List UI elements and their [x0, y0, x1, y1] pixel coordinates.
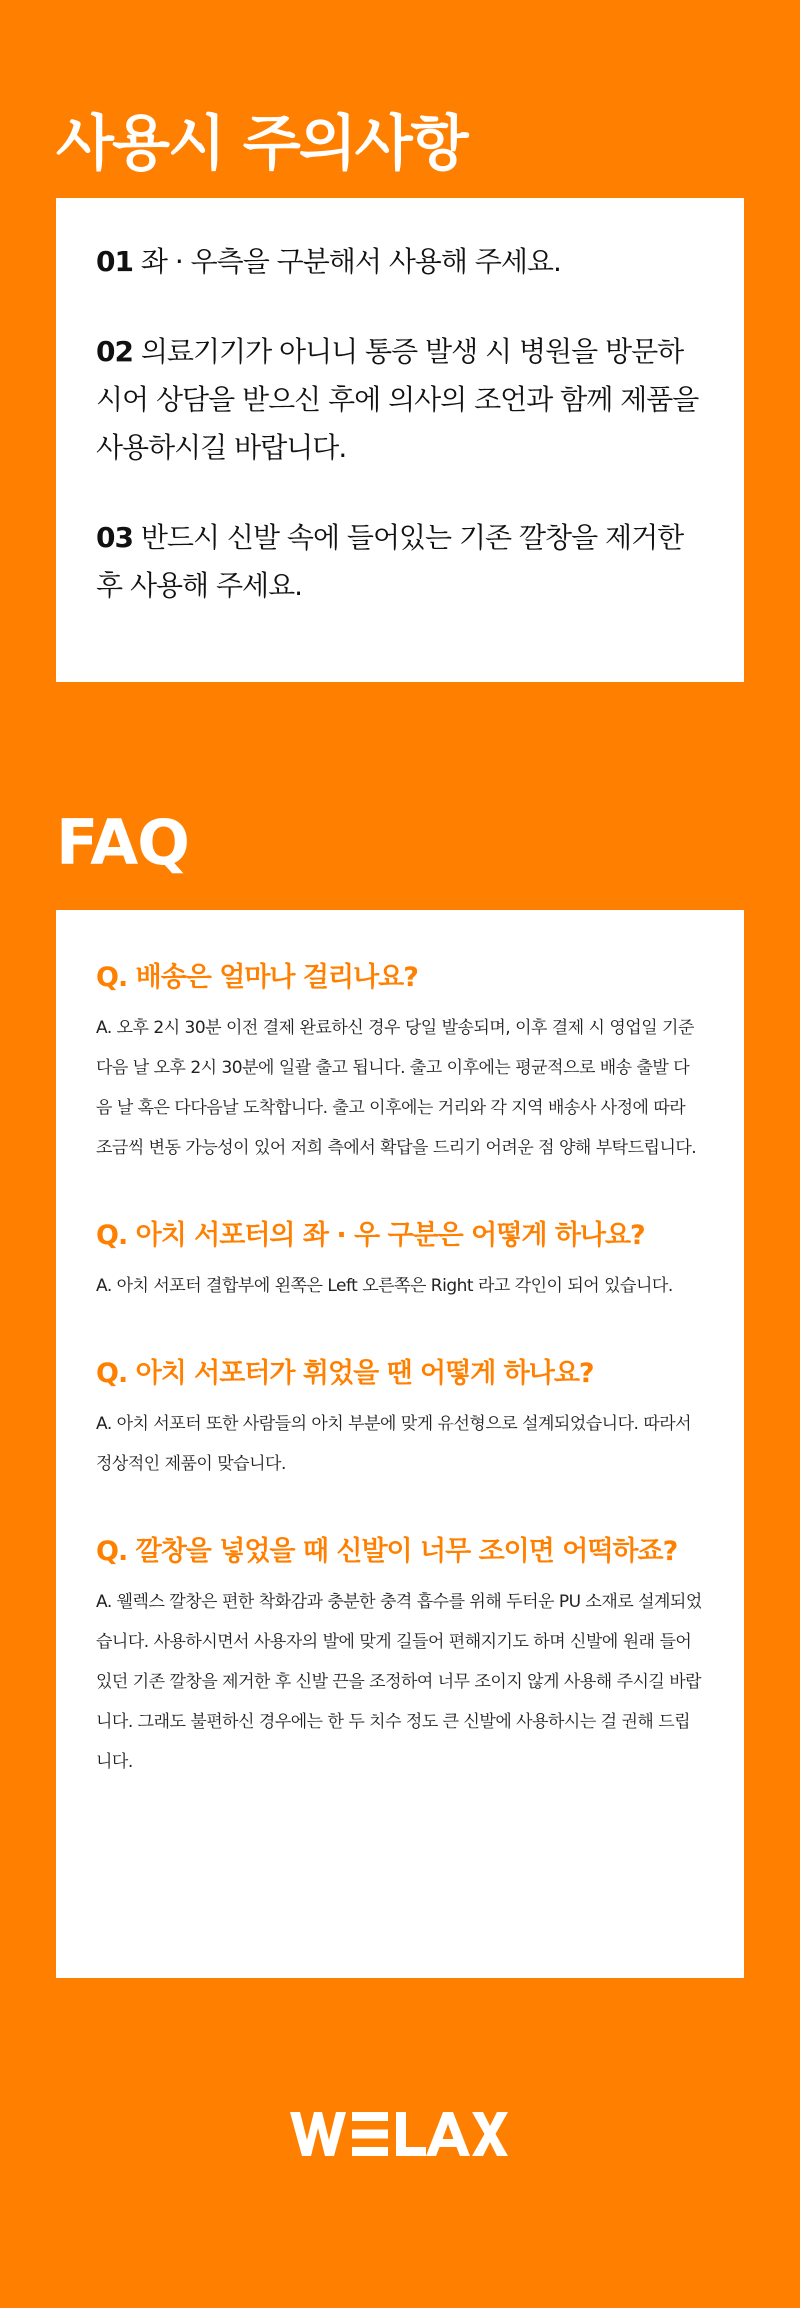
faq-item	[96, 1354, 704, 1484]
caution-card	[56, 198, 744, 682]
faq-title: FAQ	[56, 806, 189, 879]
caution-item-number: 02	[96, 335, 133, 368]
faq-question: Q. 깔창을 넣었을 때 신발이 너무 조이면 어떡하죠?	[96, 1536, 678, 1567]
brand-logo	[0, 2110, 800, 2162]
caution-item	[96, 328, 704, 472]
faq-item	[96, 1532, 704, 1782]
caution-item-number: 03	[96, 521, 133, 554]
welax-logo-icon	[290, 2110, 510, 2158]
faq-answer: A. 아치 서포터 결합부에 왼쪽은 Left 오른쪽은 Right 라고 각인이 되어 있습니다.	[96, 1276, 673, 1296]
caution-item-number: 01	[96, 245, 133, 278]
faq-item	[96, 1216, 704, 1306]
caution-title: 사용시 주의사항	[56, 109, 467, 179]
caution-item-text: 좌 · 우측을 구분해서 사용해 주세요.	[140, 245, 561, 278]
caution-item	[96, 238, 704, 286]
caution-item-text: 의료기기가 아니니 통증 발생 시 병원을 방문하시어 상담을 받으신 후에 의사의 조언과 함께 제품을 사용하시길 바랍니다.	[96, 335, 699, 464]
faq-item	[96, 958, 704, 1168]
faq-question: Q. 아치 서포터의 좌 · 우 구분은 어떻게 하나요?	[96, 1220, 645, 1251]
faq-question: Q. 배송은 얼마나 걸리나요?	[96, 962, 418, 993]
faq-question: Q. 아치 서포터가 휘었을 땐 어떻게 하나요?	[96, 1358, 594, 1389]
faq-answer: A. 웰렉스 깔창은 편한 착화감과 충분한 충격 흡수를 위해 두터운 PU 소재로 설계되었습니다. 사용하시면서 사용자의 발에 맞게 길들어 편해지기도 하며 신발에 원래 들어있던 기존 깔창을 제거한 후 신발 끈을 조정하여 너무 조이지 않게 사용해 주시길 바랍니다. 그래도 불편하신 경우에는 한 두 치수 정도 큰 신발에 사용하시는 걸 권해 드립니다.	[96, 1592, 702, 1772]
caution-item	[96, 514, 704, 610]
faq-card	[56, 910, 744, 1978]
caution-item-text: 반드시 신발 속에 들어있는 기존 깔창을 제거한 후 사용해 주세요.	[96, 521, 684, 602]
faq-answer: A. 오후 2시 30분 이전 결제 완료하신 경우 당일 발송되며, 이후 결제 시 영업일 기준 다음 날 오후 2시 30분에 일괄 출고 됩니다. 출고 이후에는 평균적으로 배송 출발 다음 날 혹은 다다음날 도착합니다. 출고 이후에는 거리와 각 지역 배송사 사정에 따라 조금씩 변동 가능성이 있어 저희 측에서 확답을 드리기 어려운 점 양해 부탁드립니다.	[96, 1018, 697, 1158]
faq-answer: A. 아치 서포터 또한 사람들의 아치 부분에 맞게 유선형으로 설계되었습니다. 따라서 정상적인 제품이 맞습니다.	[96, 1414, 692, 1474]
